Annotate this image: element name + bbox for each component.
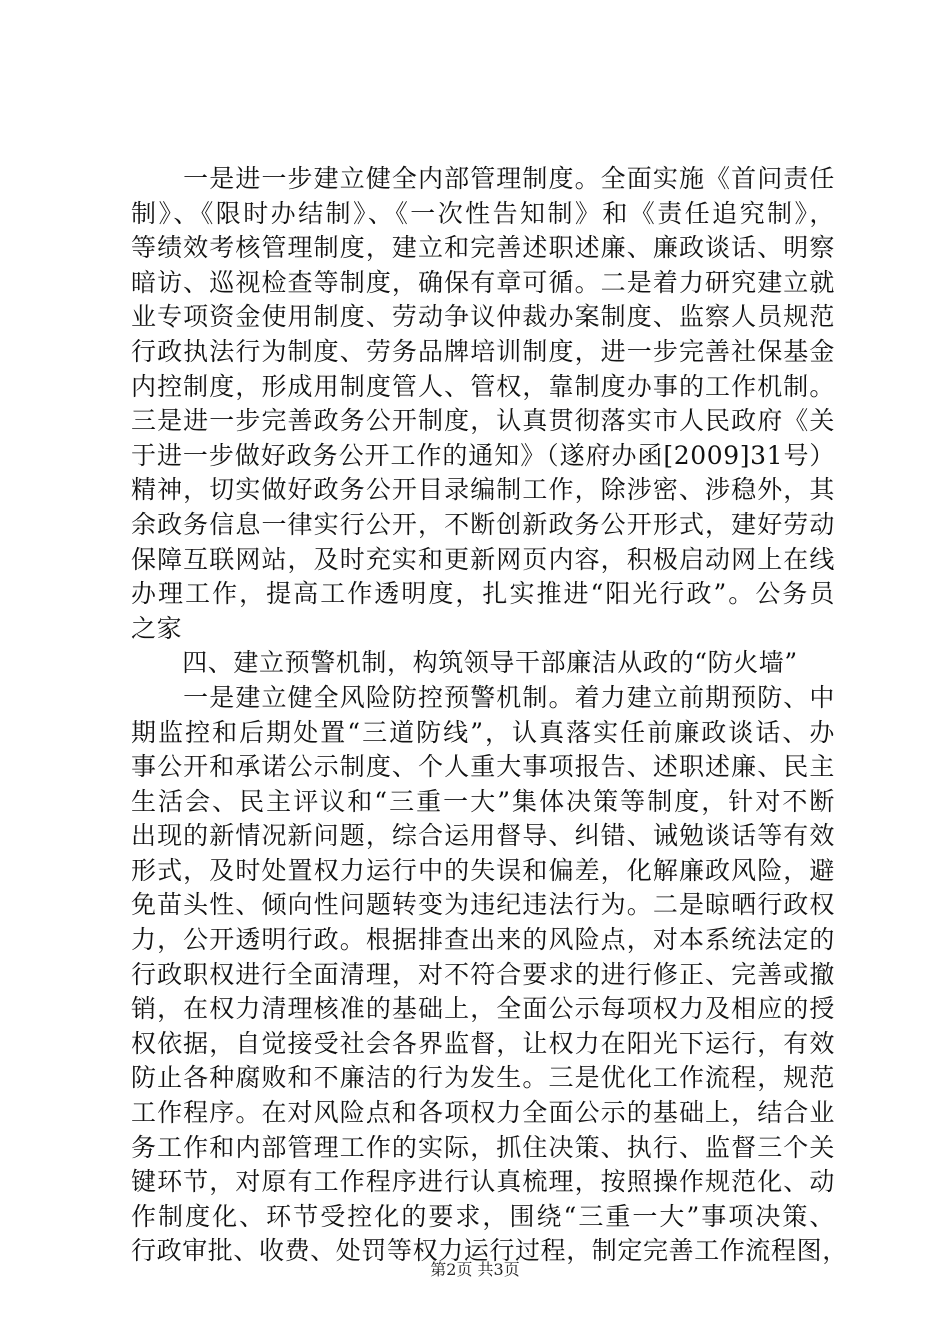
- text-line: 等绩效考核管理制度，建立和完善述职述廉、廉政谈话、明察: [131, 233, 835, 263]
- text-line: 免苗头性、倾向性问题转变为违纪违法行为。二是晾晒行政权: [131, 890, 835, 920]
- body-text: [131, 162, 848, 1269]
- text-line: 作制度化、环节受控化的要求，围绕“三重一大”事项决策、: [131, 1201, 835, 1231]
- text-line: 行政职权进行全面清理，对不符合要求的进行修正、完善或撤: [131, 959, 835, 989]
- text-line: 于进一步做好政务公开工作的通知》（遂府办函[2009]31号）: [131, 440, 835, 470]
- text-line: 精神，切实做好政务公开目录编制工作，除涉密、涉稳外，其: [131, 475, 835, 505]
- text-line: 暗访、巡视检查等制度，确保有章可循。二是着力研究建立就: [131, 267, 835, 297]
- text-line: 行政执法行为制度、劳务品牌培训制度，进一步完善社保基金: [131, 336, 835, 366]
- text-line: 四、建立预警机制，构筑领导干部廉洁从政的“防火墙”: [131, 648, 798, 678]
- text-line: 一是建立健全风险防控预警机制。着力建立前期预防、中: [131, 682, 835, 712]
- text-line: 事公开和承诺公示制度、个人重大事项报告、述职述廉、民主: [131, 752, 835, 782]
- text-line: 防止各种腐败和不廉洁的行为发生。三是优化工作流程，规范: [131, 1063, 835, 1093]
- text-line: 保障互联网站，及时充实和更新网页内容，积极启动网上在线: [131, 544, 835, 574]
- text-line: 务工作和内部管理工作的实际，抓住决策、执行、监督三个关: [131, 1132, 835, 1162]
- text-line: 生活会、民主评议和“三重一大”集体决策等制度，针对不断: [131, 786, 835, 816]
- text-line: 出现的新情况新问题，综合运用督导、纠错、诫勉谈话等有效: [131, 821, 835, 851]
- text-line: 办理工作，提高工作透明度，扎实推进“阳光行政”。公务员: [131, 579, 835, 609]
- text-line: 三是进一步完善政务公开制度，认真贯彻落实市人民政府《关: [131, 406, 835, 436]
- text-line: 内控制度，形成用制度管人、管权，靠制度办事的工作机制。: [131, 371, 835, 401]
- text-line: 制》、《限时办结制》、《一次性告知制》和《责任追究制》，: [131, 198, 835, 228]
- text-line: 键环节，对原有工作程序进行认真梳理，按照操作规范化、动: [131, 1167, 835, 1197]
- text-line: 业专项资金使用制度、劳动争议仲裁办案制度、监察人员规范: [131, 302, 835, 332]
- text-line: 工作程序。在对风险点和各项权力全面公示的基础上，结合业: [131, 1098, 835, 1128]
- text-line: 行政审批、收费、处罚等权力运行过程，制定完善工作流程图，: [131, 1236, 848, 1266]
- text-line: 余政务信息一律实行公开，不断创新政务公开形式，建好劳动: [131, 509, 835, 539]
- text-line: 权依据，自觉接受社会各界监督，让权力在阳光下运行，有效: [131, 1028, 835, 1058]
- text-line: 销，在权力清理核准的基础上，全面公示每项权力及相应的授: [131, 994, 835, 1024]
- text-line: 力，公开透明行政。根据排查出来的风险点，对本系统法定的: [131, 925, 835, 955]
- page-footer: 第2页 共3页: [430, 1260, 520, 1279]
- text-line: 之家: [131, 613, 183, 643]
- text-line: 期监控和后期处置“三道防线”，认真落实任前廉政谈话、办: [131, 717, 835, 747]
- text-line: 形式，及时处置权力运行中的失误和偏差，化解廉政风险，避: [131, 855, 835, 885]
- text-line: 一是进一步建立健全内部管理制度。全面实施《首问责任: [131, 164, 835, 193]
